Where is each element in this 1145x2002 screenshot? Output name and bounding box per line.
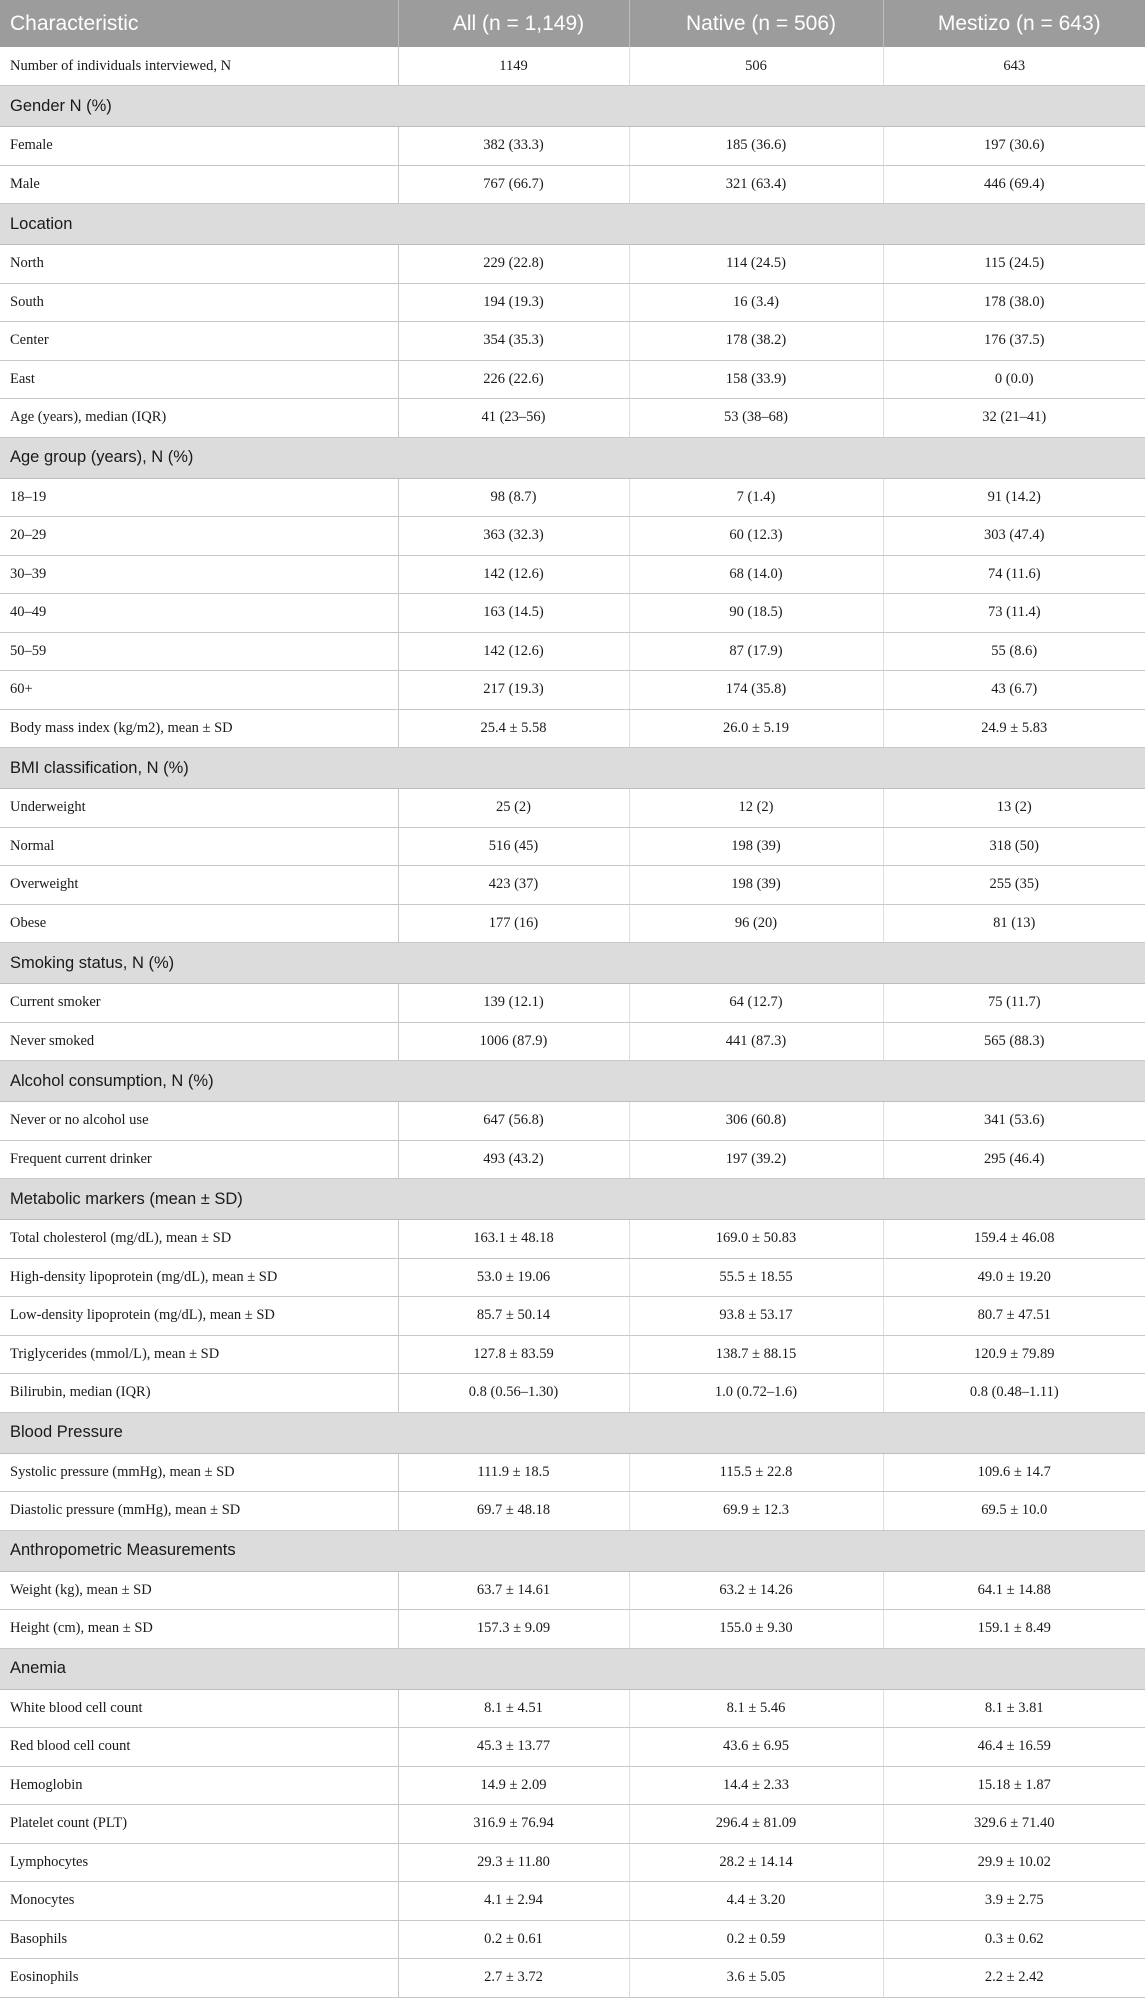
mestizo-cell: 8.1 ± 3.81 [883,1689,1145,1728]
characteristic-cell: Never or no alcohol use [0,1102,398,1141]
table-row [0,1374,1145,1413]
mestizo-cell: 73 (11.4) [883,594,1145,633]
characteristic-cell: Height (cm), mean ± SD [0,1610,398,1649]
header-native: Native (n = 506) [629,0,883,47]
mestizo-cell: 3.9 ± 2.75 [883,1882,1145,1921]
native-cell: 306 (60.8) [629,1102,883,1141]
table-row [0,245,1145,284]
characteristic-cell: Overweight [0,866,398,905]
mestizo-cell: 643 [883,47,1145,86]
characteristic-cell: 60+ [0,671,398,710]
all-cell: 53.0 ± 19.06 [398,1258,629,1297]
table-row [0,165,1145,204]
all-cell: 177 (16) [398,904,629,943]
section-label: Gender N (%) [0,86,1145,127]
characteristic-cell: Center [0,322,398,361]
all-cell: 0.2 ± 0.61 [398,1920,629,1959]
mestizo-cell: 43 (6.7) [883,671,1145,710]
native-cell: 185 (36.6) [629,127,883,166]
all-cell: 8.1 ± 4.51 [398,1689,629,1728]
all-cell: 14.9 ± 2.09 [398,1766,629,1805]
all-cell: 142 (12.6) [398,555,629,594]
table-row [0,1140,1145,1179]
native-cell: 138.7 ± 88.15 [629,1335,883,1374]
table-row [0,517,1145,556]
native-cell: 115.5 ± 22.8 [629,1453,883,1492]
table-row [0,399,1145,438]
characteristic-cell: Obese [0,904,398,943]
all-cell: 163.1 ± 48.18 [398,1220,629,1259]
all-cell: 316.9 ± 76.94 [398,1805,629,1844]
all-cell: 229 (22.8) [398,245,629,284]
native-cell: 60 (12.3) [629,517,883,556]
characteristic-cell: Male [0,165,398,204]
section-label: Anthropometric Measurements [0,1530,1145,1571]
native-cell: 14.4 ± 2.33 [629,1766,883,1805]
all-cell: 226 (22.6) [398,360,629,399]
characteristic-cell: Red blood cell count [0,1728,398,1767]
all-cell: 647 (56.8) [398,1102,629,1141]
section-row [0,86,1145,127]
mestizo-cell: 75 (11.7) [883,984,1145,1023]
all-cell: 423 (37) [398,866,629,905]
table-row [0,1571,1145,1610]
native-cell: 69.9 ± 12.3 [629,1492,883,1531]
characteristic-cell: Systolic pressure (mmHg), mean ± SD [0,1453,398,1492]
all-cell: 194 (19.3) [398,283,629,322]
header-row [0,0,1145,47]
table-row [0,1766,1145,1805]
section-row [0,437,1145,478]
characteristic-cell: Bilirubin, median (IQR) [0,1374,398,1413]
section-row [0,1061,1145,1102]
table-row [0,1843,1145,1882]
header-mestizo: Mestizo (n = 643) [883,0,1145,47]
table-row [0,555,1145,594]
mestizo-cell: 329.6 ± 71.40 [883,1805,1145,1844]
mestizo-cell: 255 (35) [883,866,1145,905]
characteristic-cell: Current smoker [0,984,398,1023]
table-row [0,1102,1145,1141]
native-cell: 198 (39) [629,827,883,866]
mestizo-cell: 46.4 ± 16.59 [883,1728,1145,1767]
all-cell: 139 (12.1) [398,984,629,1023]
characteristic-cell: Eosinophils [0,1959,398,1998]
all-cell: 0.8 (0.56–1.30) [398,1374,629,1413]
section-label: Alcohol consumption, N (%) [0,1061,1145,1102]
section-row [0,1530,1145,1571]
table-row [0,1022,1145,1061]
table-body [0,47,1145,1997]
all-cell: 354 (35.3) [398,322,629,361]
all-cell: 1006 (87.9) [398,1022,629,1061]
characteristic-cell: 30–39 [0,555,398,594]
section-row [0,1179,1145,1220]
native-cell: 506 [629,47,883,86]
native-cell: 96 (20) [629,904,883,943]
characteristic-cell: Weight (kg), mean ± SD [0,1571,398,1610]
table-row [0,1220,1145,1259]
table-row [0,1959,1145,1998]
mestizo-cell: 446 (69.4) [883,165,1145,204]
mestizo-cell: 565 (88.3) [883,1022,1145,1061]
native-cell: 8.1 ± 5.46 [629,1689,883,1728]
mestizo-cell: 32 (21–41) [883,399,1145,438]
native-cell: 55.5 ± 18.55 [629,1258,883,1297]
native-cell: 158 (33.9) [629,360,883,399]
mestizo-cell: 0 (0.0) [883,360,1145,399]
characteristic-cell: 20–29 [0,517,398,556]
characteristic-cell: High-density lipoprotein (mg/dL), mean ± SD [0,1258,398,1297]
all-cell: 767 (66.7) [398,165,629,204]
mestizo-cell: 0.8 (0.48–1.11) [883,1374,1145,1413]
native-cell: 68 (14.0) [629,555,883,594]
table-row [0,1689,1145,1728]
native-cell: 174 (35.8) [629,671,883,710]
characteristic-cell: Female [0,127,398,166]
table-header [0,0,1145,47]
mestizo-cell: 120.9 ± 79.89 [883,1335,1145,1374]
characteristic-cell: Frequent current drinker [0,1140,398,1179]
mestizo-cell: 74 (11.6) [883,555,1145,594]
mestizo-cell: 197 (30.6) [883,127,1145,166]
characteristic-cell: Underweight [0,789,398,828]
characteristic-cell: Triglycerides (mmol/L), mean ± SD [0,1335,398,1374]
native-cell: 16 (3.4) [629,283,883,322]
native-cell: 28.2 ± 14.14 [629,1843,883,1882]
characteristic-cell: Low-density lipoprotein (mg/dL), mean ± SD [0,1297,398,1336]
native-cell: 114 (24.5) [629,245,883,284]
native-cell: 296.4 ± 81.09 [629,1805,883,1844]
characteristic-cell: Platelet count (PLT) [0,1805,398,1844]
section-row [0,943,1145,984]
characteristic-cell: 40–49 [0,594,398,633]
table-row [0,283,1145,322]
characteristic-cell: 50–59 [0,632,398,671]
native-cell: 53 (38–68) [629,399,883,438]
mestizo-cell: 0.3 ± 0.62 [883,1920,1145,1959]
characteristic-cell: 18–19 [0,478,398,517]
all-cell: 98 (8.7) [398,478,629,517]
all-cell: 25 (2) [398,789,629,828]
characteristic-cell: Body mass index (kg/m2), mean ± SD [0,709,398,748]
mestizo-cell: 15.18 ± 1.87 [883,1766,1145,1805]
characteristic-cell: Age (years), median (IQR) [0,399,398,438]
mestizo-cell: 91 (14.2) [883,478,1145,517]
native-cell: 155.0 ± 9.30 [629,1610,883,1649]
mestizo-cell: 80.7 ± 47.51 [883,1297,1145,1336]
header-characteristic: Characteristic [0,0,398,47]
characteristic-cell: Monocytes [0,1882,398,1921]
native-cell: 26.0 ± 5.19 [629,709,883,748]
mestizo-cell: 341 (53.6) [883,1102,1145,1141]
mestizo-cell: 64.1 ± 14.88 [883,1571,1145,1610]
table-row [0,1335,1145,1374]
table-row [0,1453,1145,1492]
all-cell: 69.7 ± 48.18 [398,1492,629,1531]
table-row [0,47,1145,86]
all-cell: 63.7 ± 14.61 [398,1571,629,1610]
mestizo-cell: 159.1 ± 8.49 [883,1610,1145,1649]
characteristic-cell: Diastolic pressure (mmHg), mean ± SD [0,1492,398,1531]
native-cell: 64 (12.7) [629,984,883,1023]
characteristic-cell: North [0,245,398,284]
native-cell: 178 (38.2) [629,322,883,361]
all-cell: 2.7 ± 3.72 [398,1959,629,1998]
all-cell: 45.3 ± 13.77 [398,1728,629,1767]
mestizo-cell: 176 (37.5) [883,322,1145,361]
section-label: Age group (years), N (%) [0,437,1145,478]
section-label: BMI classification, N (%) [0,748,1145,789]
table-row [0,1610,1145,1649]
all-cell: 25.4 ± 5.58 [398,709,629,748]
section-label: Location [0,204,1145,245]
all-cell: 1149 [398,47,629,86]
all-cell: 493 (43.2) [398,1140,629,1179]
all-cell: 29.3 ± 11.80 [398,1843,629,1882]
table-row [0,904,1145,943]
characteristic-cell: Total cholesterol (mg/dL), mean ± SD [0,1220,398,1259]
characteristic-cell: Normal [0,827,398,866]
table-row [0,709,1145,748]
native-cell: 7 (1.4) [629,478,883,517]
table-row [0,1258,1145,1297]
native-cell: 93.8 ± 53.17 [629,1297,883,1336]
native-cell: 4.4 ± 3.20 [629,1882,883,1921]
all-cell: 127.8 ± 83.59 [398,1335,629,1374]
table-row [0,984,1145,1023]
characteristic-cell: White blood cell count [0,1689,398,1728]
all-cell: 217 (19.3) [398,671,629,710]
native-cell: 197 (39.2) [629,1140,883,1179]
section-label: Smoking status, N (%) [0,943,1145,984]
table-row [0,594,1145,633]
section-row [0,204,1145,245]
native-cell: 198 (39) [629,866,883,905]
table-row [0,360,1145,399]
all-cell: 363 (32.3) [398,517,629,556]
section-label: Metabolic markers (mean ± SD) [0,1179,1145,1220]
characteristic-cell: Number of individuals interviewed, N [0,47,398,86]
native-cell: 63.2 ± 14.26 [629,1571,883,1610]
section-row [0,748,1145,789]
native-cell: 43.6 ± 6.95 [629,1728,883,1767]
native-cell: 87 (17.9) [629,632,883,671]
table-row [0,866,1145,905]
mestizo-cell: 318 (50) [883,827,1145,866]
native-cell: 3.6 ± 5.05 [629,1959,883,1998]
table-row [0,632,1145,671]
mestizo-cell: 24.9 ± 5.83 [883,709,1145,748]
mestizo-cell: 109.6 ± 14.7 [883,1453,1145,1492]
all-cell: 163 (14.5) [398,594,629,633]
mestizo-cell: 303 (47.4) [883,517,1145,556]
native-cell: 441 (87.3) [629,1022,883,1061]
characteristic-cell: Hemoglobin [0,1766,398,1805]
header-all: All (n = 1,149) [398,0,629,47]
table-row [0,478,1145,517]
all-cell: 85.7 ± 50.14 [398,1297,629,1336]
mestizo-cell: 159.4 ± 46.08 [883,1220,1145,1259]
section-label: Blood Pressure [0,1412,1145,1453]
table-row [0,827,1145,866]
all-cell: 111.9 ± 18.5 [398,1453,629,1492]
native-cell: 90 (18.5) [629,594,883,633]
table-row [0,322,1145,361]
mestizo-cell: 69.5 ± 10.0 [883,1492,1145,1531]
native-cell: 1.0 (0.72–1.6) [629,1374,883,1413]
section-label: Anemia [0,1648,1145,1689]
mestizo-cell: 29.9 ± 10.02 [883,1843,1145,1882]
table-row [0,789,1145,828]
native-cell: 0.2 ± 0.59 [629,1920,883,1959]
table-row [0,1920,1145,1959]
mestizo-cell: 55 (8.6) [883,632,1145,671]
all-cell: 41 (23–56) [398,399,629,438]
table-row [0,1728,1145,1767]
all-cell: 157.3 ± 9.09 [398,1610,629,1649]
all-cell: 516 (45) [398,827,629,866]
native-cell: 12 (2) [629,789,883,828]
characteristic-cell: South [0,283,398,322]
all-cell: 382 (33.3) [398,127,629,166]
section-row [0,1648,1145,1689]
characteristic-cell: Never smoked [0,1022,398,1061]
table-row [0,1882,1145,1921]
mestizo-cell: 178 (38.0) [883,283,1145,322]
table-row [0,1805,1145,1844]
all-cell: 4.1 ± 2.94 [398,1882,629,1921]
characteristic-cell: Lymphocytes [0,1843,398,1882]
section-row [0,1412,1145,1453]
table-row [0,1492,1145,1531]
characteristic-cell: Basophils [0,1920,398,1959]
mestizo-cell: 13 (2) [883,789,1145,828]
mestizo-cell: 115 (24.5) [883,245,1145,284]
mestizo-cell: 2.2 ± 2.42 [883,1959,1145,1998]
mestizo-cell: 49.0 ± 19.20 [883,1258,1145,1297]
characteristic-cell: East [0,360,398,399]
native-cell: 321 (63.4) [629,165,883,204]
mestizo-cell: 81 (13) [883,904,1145,943]
mestizo-cell: 295 (46.4) [883,1140,1145,1179]
native-cell: 169.0 ± 50.83 [629,1220,883,1259]
table-row [0,127,1145,166]
all-cell: 142 (12.6) [398,632,629,671]
table-row [0,1297,1145,1336]
table-row [0,671,1145,710]
